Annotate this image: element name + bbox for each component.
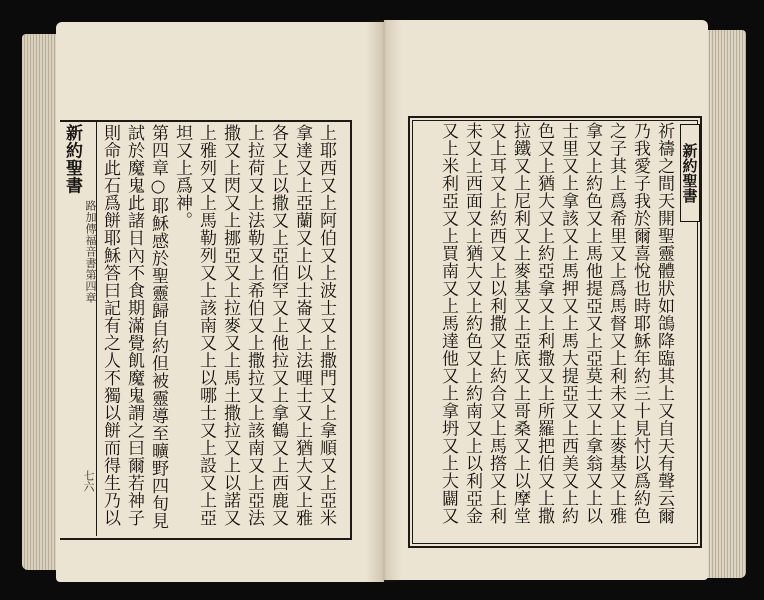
- left-column-3: 各又上以撒又上亞伯罕又上他拉又上拿鶴又上西鹿又: [268, 124, 288, 527]
- right-column-4: 拿又上約色又上馬他提亞又上亞莫士又上拿翁又上以: [582, 122, 602, 525]
- right-column-3: 之子其上爲希里又上爲馬督又上利未又上麥基又上雅: [606, 122, 626, 525]
- left-column-6: 上雅列又上馬勒列又上該南又上以哪士又上設又上亞: [196, 124, 216, 527]
- left-page-edges: [22, 34, 60, 570]
- right-column-8: 又上耳又上約西又上以利撒又上約合又上馬撘又上利: [486, 122, 506, 525]
- right-column-10: 又上米利亞又上買南又上馬達他又上拿坍又上大闢又: [438, 122, 458, 525]
- book-gutter: [366, 20, 402, 582]
- left-side-title: 新約聖書: [62, 124, 82, 194]
- left-column-7: 坦又上爲神。: [172, 124, 192, 229]
- left-column-5: 撒又上閃又上挪亞又上拉麥又上馬土撒拉又上以諾又: [220, 124, 240, 527]
- left-column-1: 上耶西又上阿伯又上波士又上撒門又上拿順又上亞米: [316, 124, 336, 527]
- chapter-heading-column: 第四章○耶穌感於聖靈歸自約但被靈導至曠野四旬見: [148, 124, 168, 530]
- right-column-9: 未又上西面又上猶大又上約色又上約南又上以利亞金: [462, 122, 482, 525]
- right-side-title: 新約聖書: [680, 124, 700, 222]
- right-column-1: 祈禱之間天開聖靈體狀如鴿降臨其上又自天有聲云爾: [654, 122, 674, 525]
- right-column-2: 乃我愛子我於爾喜悅也時耶穌年約三十見忖以爲約色: [630, 122, 650, 525]
- left-column-9: 試於魔鬼此諸日內不食期滿覺飢魔鬼謂之曰爾若神子: [124, 124, 144, 527]
- right-column-7: 拉鐵又上尼利又上麥基又上亞底又上哥桑又上以摩堂: [510, 122, 530, 525]
- left-column-10: 則命此石爲餅耶穌答曰記有之人不獨以餅而得生乃以: [100, 124, 120, 527]
- left-column-2: 拿達又上亞蘭又上以士崙又上法哩士又上猶大又上雅: [292, 124, 312, 527]
- left-column-4: 上拉荷又上法勒又上希伯又上撒拉又上該南又上亞法: [244, 124, 264, 527]
- right-column-6: 色又上猶大又上約亞拿又上利撒又上所羅把伯又上撒: [534, 122, 554, 525]
- left-page-number: 七六: [82, 470, 95, 492]
- right-column-5: 士里又上拿該又上馬押又上馬大提亞又上西美又上約: [558, 122, 578, 525]
- left-side-subtitle: 路加傳福音書第四章: [84, 200, 97, 304]
